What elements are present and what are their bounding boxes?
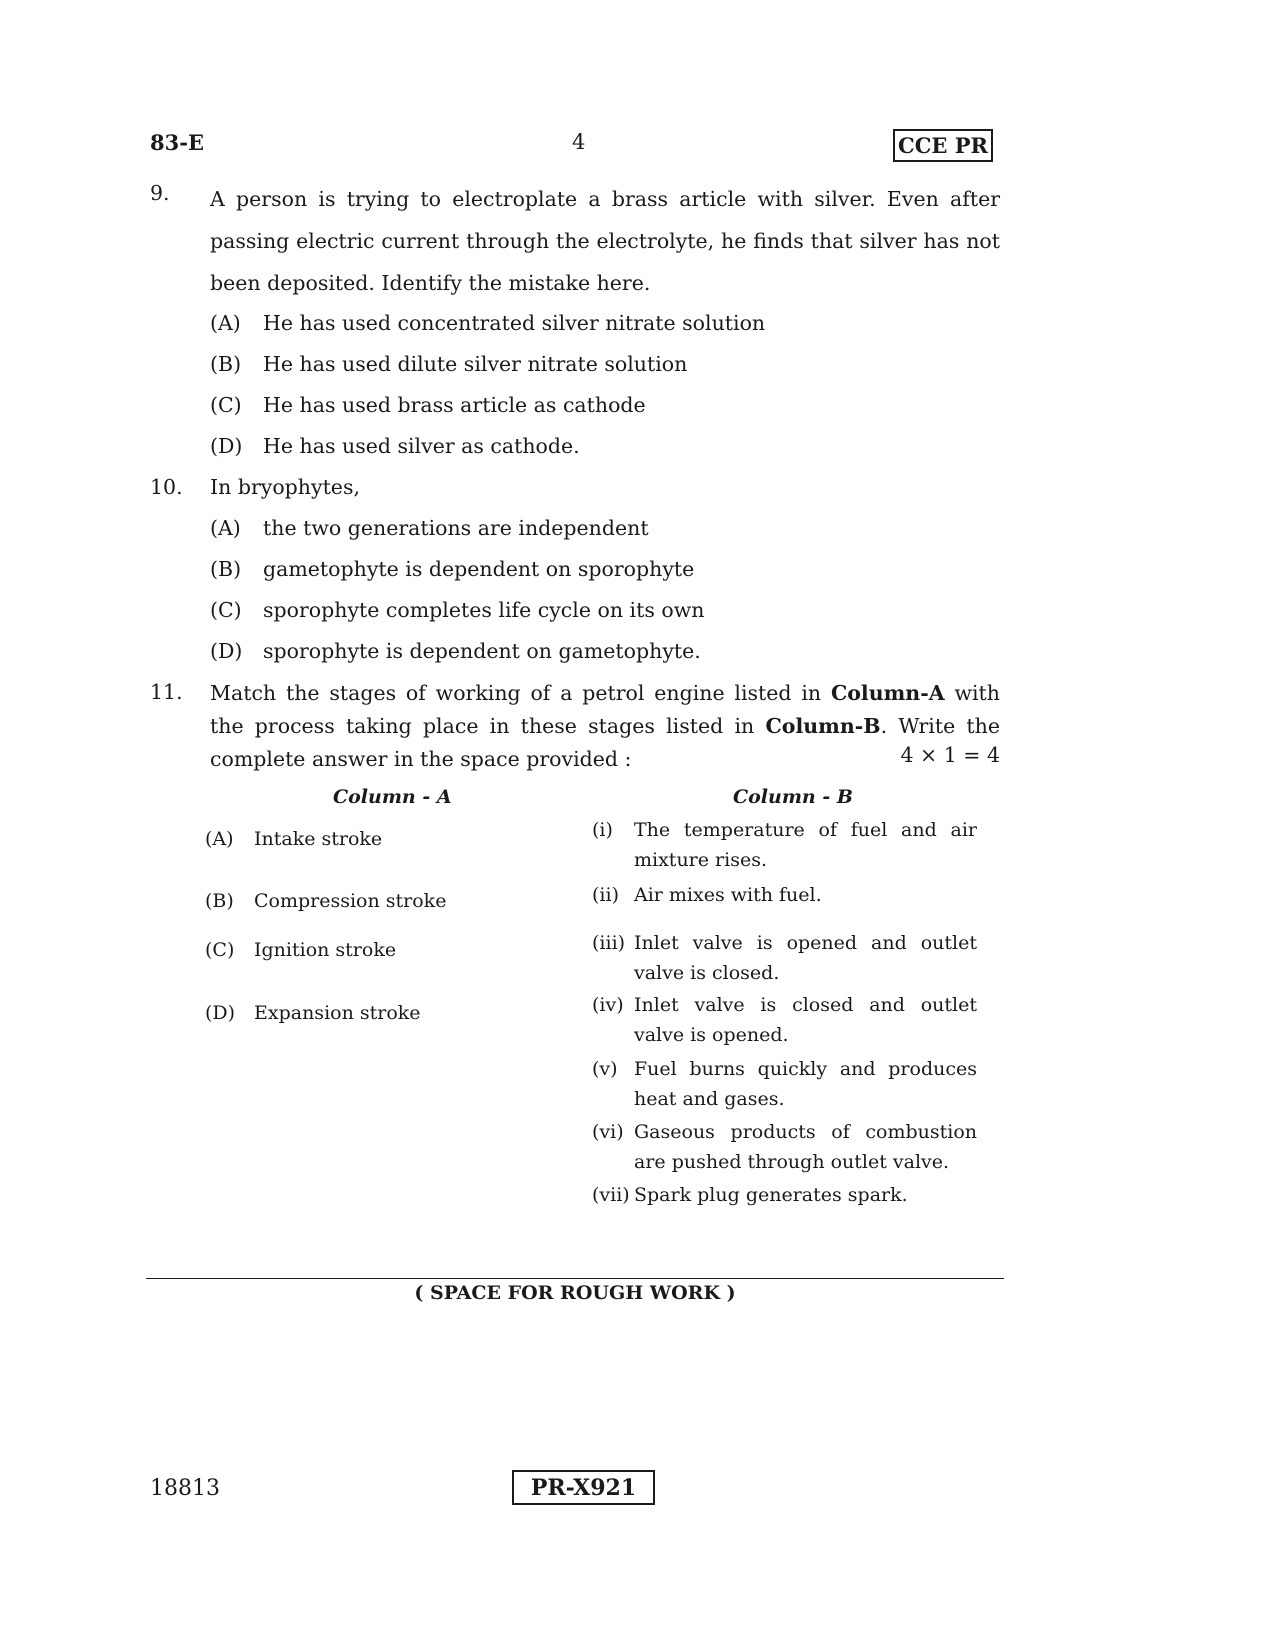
option-label: (C) <box>210 598 242 622</box>
item-label: (C) <box>205 939 235 961</box>
column-b-ref: Column-B <box>765 714 881 738</box>
item-text: Expansion stroke <box>254 1002 421 1024</box>
option-label: (A) <box>210 311 241 335</box>
option-text: He has used silver as cathode. <box>263 434 580 458</box>
item-text: Compression stroke <box>254 890 447 912</box>
question-text-part: . Write the complete answer in the space provided : <box>210 714 1000 771</box>
option-label: (B) <box>210 557 242 581</box>
item-label: (iv) <box>592 994 624 1016</box>
item-label: (vi) <box>592 1121 624 1143</box>
item-text: Air mixes with fuel. <box>634 884 822 906</box>
item-label: (D) <box>205 1002 236 1024</box>
option-label: (C) <box>210 393 242 417</box>
marks-row <box>210 743 1000 776</box>
option-text: the two generations are independent <box>263 516 649 540</box>
item-text: Intake stroke <box>254 828 383 850</box>
series-box: CCE PR <box>893 129 993 162</box>
item-text: Gaseous products of combustion are pushed through outlet valve. <box>634 1121 977 1173</box>
question-number: 9. <box>150 181 170 205</box>
item-text: Spark plug generates spark. <box>634 1184 908 1206</box>
page-number: 4 <box>572 130 586 154</box>
option-label: (A) <box>210 516 241 540</box>
question-text-part: with the process taking place in these stages listed in <box>210 681 1001 738</box>
item-label: (iii) <box>592 932 626 954</box>
question-text-part: Match the stages of working of a petrol engine listed in <box>210 681 831 705</box>
option-text: sporophyte is dependent on gametophyte. <box>263 639 701 663</box>
item-label: (B) <box>205 890 234 912</box>
rough-work-divider <box>146 1278 1004 1279</box>
option-text: gametophyte is dependent on sporophyte <box>263 557 695 581</box>
option-text: He has used dilute silver nitrate solution <box>263 352 688 376</box>
question-number: 11. <box>150 680 183 704</box>
paper-code: 83-E <box>150 130 204 155</box>
item-text: The temperature of fuel and air mixture rises. <box>634 819 977 871</box>
option-text: He has used brass article as cathode <box>263 393 646 417</box>
item-text: Inlet valve is closed and outlet valve is opened. <box>634 994 977 1046</box>
marks-allotted: 4 × 1 = 4 <box>900 743 1000 767</box>
option-label: (B) <box>210 352 242 376</box>
option-label: (D) <box>210 639 243 663</box>
item-label: (v) <box>592 1058 618 1080</box>
column-a-ref: Column-A <box>830 681 945 705</box>
item-label: (i) <box>592 819 613 841</box>
rough-work-label: ( SPACE FOR ROUGH WORK ) <box>414 1282 736 1304</box>
footer-code-box: PR-X921 <box>512 1470 655 1505</box>
question-text: In bryophytes, <box>210 475 360 499</box>
item-text: Inlet valve is opened and outlet valve is closed. <box>634 932 977 984</box>
option-text: He has used concentrated silver nitrate solution <box>263 311 766 335</box>
item-label: (A) <box>205 828 234 850</box>
item-text: Ignition stroke <box>254 939 397 961</box>
option-text: sporophyte completes life cycle on its own <box>263 598 705 622</box>
item-label: (ii) <box>592 884 619 906</box>
option-label: (D) <box>210 434 243 458</box>
question-text: A person is trying to electroplate a brass article with silver. Even after passing electric current through the electrolyte, he finds that silver has not been deposited. Identify the mistake here. <box>210 187 1000 295</box>
item-label: (vii) <box>592 1184 630 1206</box>
item-text: Fuel burns quickly and produces heat and gases. <box>634 1058 977 1110</box>
column-b-title: Column - B <box>733 786 853 808</box>
column-a-title: Column - A <box>333 786 452 808</box>
question-number: 10. <box>150 475 183 499</box>
footer-number: 18813 <box>150 1476 220 1501</box>
